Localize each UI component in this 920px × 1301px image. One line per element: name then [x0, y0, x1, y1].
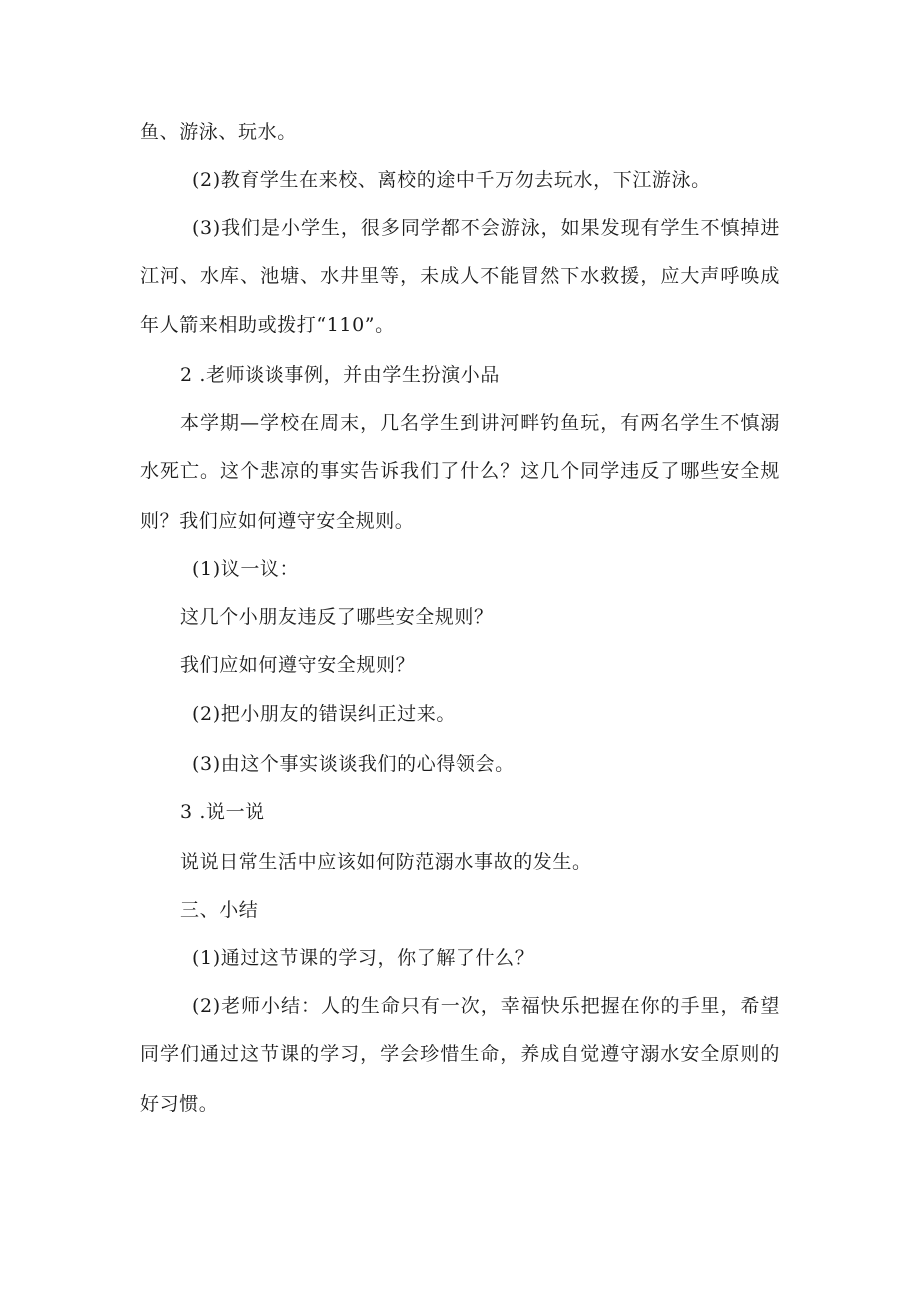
text-line: 说说日常生活中应该如何防范溺水事故的发生。 — [180, 851, 592, 873]
text-line: 年人箭来相助或拨打“110”。 — [140, 314, 395, 336]
text-line: 水死亡。这个悲凉的事实告诉我们了什么？这几个同学违反了哪些安全规 — [140, 460, 780, 482]
text-line: 江河、水库、池塘、水井里等，未成人不能冒然下水救援，应大声呼唤成 — [140, 265, 780, 287]
text-line: (1)议一议： — [192, 558, 300, 580]
text-line: 鱼、游泳、玩水。 — [140, 121, 297, 143]
text-line: 本学期—学校在周末，几名学生到讲河畔钓鱼玩，有两名学生不慎溺 — [180, 412, 780, 434]
text-line: 则？我们应如何遵守安全规则。 — [140, 510, 415, 532]
section-heading: 3 .说一说 — [180, 801, 265, 823]
text-line: (2)老师小结：人的生命只有一次，幸福快乐把握在你的手里，希望 — [192, 995, 780, 1017]
text-line: (2)把小朋友的错误纠正过来。 — [192, 703, 456, 725]
text-line: (2)教育学生在来校、离校的途中千万勿去玩水，下江游泳。 — [192, 169, 711, 191]
text-line: 我们应如何遵守安全规则？ — [180, 654, 416, 676]
text-line: 同学们通过这节课的学习，学会珍惜生命，养成自觉遵守溺水安全原则的 — [140, 1043, 780, 1065]
text-line: (3)由这个事实谈谈我们的心得领会。 — [192, 753, 515, 775]
section-heading: 三、小结 — [180, 899, 259, 921]
text-line: (1)通过这节课的学习，你了解了什么？ — [192, 947, 535, 969]
text-line: 这几个小朋友违反了哪些安全规则？ — [180, 606, 494, 628]
section-heading: 2 .老师谈谈事例，并由学生扮演小品 — [180, 364, 500, 386]
text-line: 好习惯。 — [140, 1093, 219, 1115]
text-line: (3)我们是小学生，很多同学都不会游泳，如果发现有学生不慎掉进 — [192, 217, 780, 239]
